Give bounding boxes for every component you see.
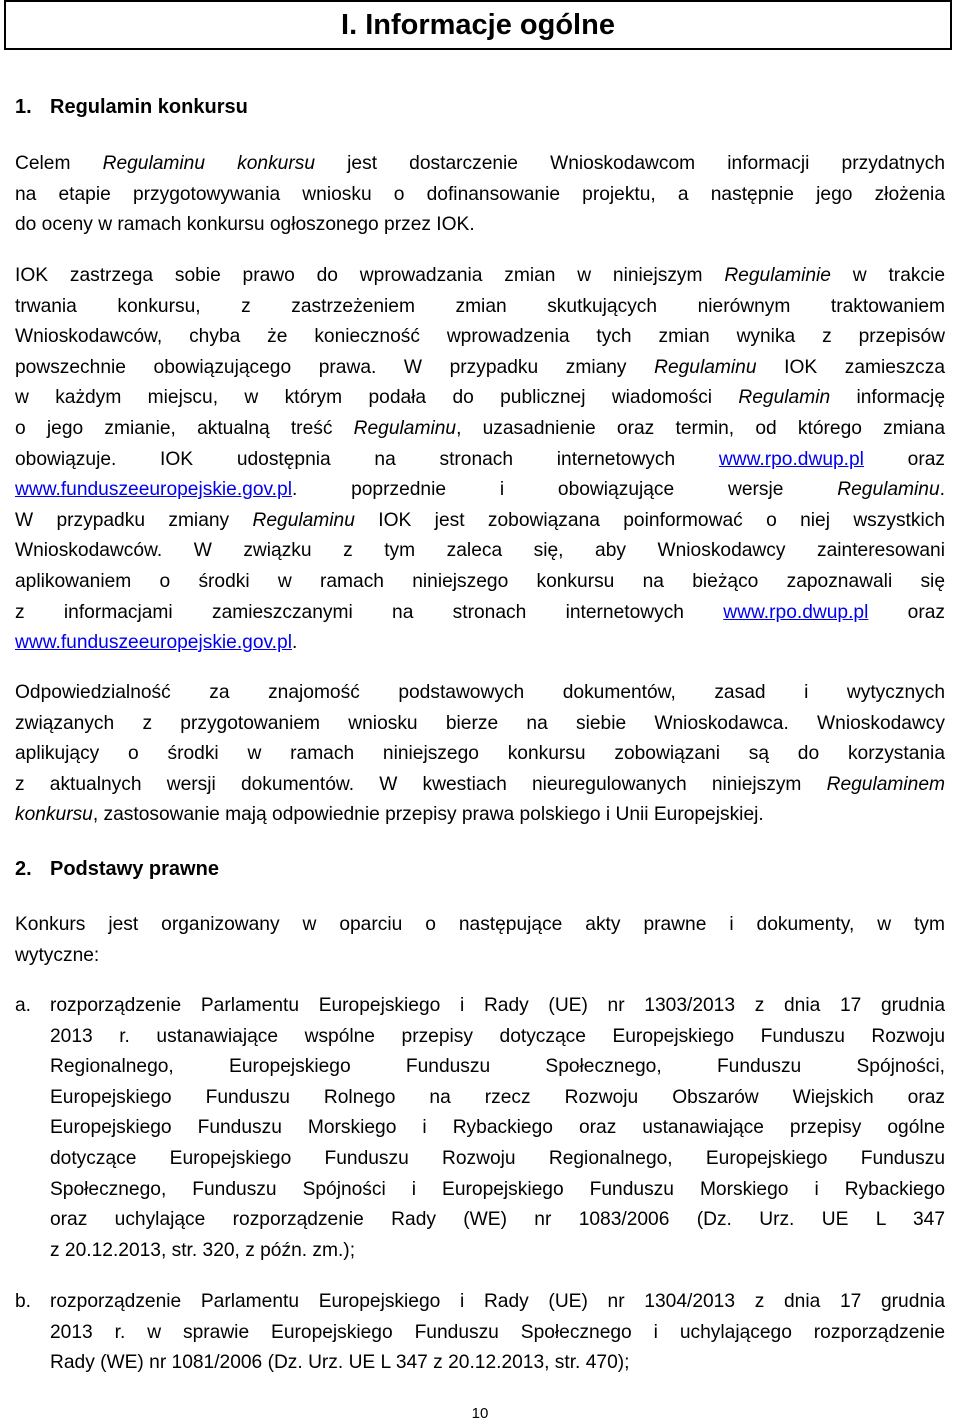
section-heading-2 bbox=[15, 858, 219, 881]
text-line: aplikujący o środki w ramach niniejszego konkursu zobowiązani są do korzystania bbox=[15, 743, 945, 765]
text-line: aplikowaniem o środki w ramach niniejszego konkursu na bieżąco zapoznawali się bbox=[15, 570, 945, 592]
text-line: konkursu, zastosowanie mają odpowiednie przepisy prawa polskiego i Unii Europejskiej. bbox=[15, 804, 764, 826]
link-funduszeeuropejskie[interactable]: www.funduszeeuropejskie.gov.pl bbox=[15, 479, 292, 501]
section-number: 2. bbox=[15, 858, 32, 880]
list-marker: a. bbox=[15, 995, 32, 1016]
text-line: Celem Regulaminu konkursu jest dostarczenie Wnioskodawcom informacji przydatnych bbox=[15, 153, 945, 174]
text-line: Konkurs jest organizowany w oparciu o następujące akty prawne i dokumenty, w tym bbox=[15, 914, 945, 935]
list-item-body bbox=[50, 991, 945, 1266]
text-line: Europejskiego Funduszu Morskiego i Rybackiego oraz ustanawiające przepisy ogólne bbox=[50, 1117, 945, 1139]
text-line: z aktualnych wersji dokumentów. W kwestiach nieuregulowanych niniejszym Regulaminem bbox=[15, 773, 945, 795]
text-line: www.funduszeeuropejskie.gov.pl. poprzednie i obowiązujące wersje Regulaminu. bbox=[15, 479, 945, 501]
text-line: Wnioskodawców, chyba że konieczność wprowadzenia tych zmian wynika z przepisów bbox=[15, 326, 945, 348]
list-marker: b. bbox=[15, 1291, 32, 1312]
link-funduszeeuropejskie[interactable]: www.funduszeeuropejskie.gov.pl bbox=[15, 632, 292, 654]
text-line: z informacjami zamieszczanymi na stronach internetowych www.rpo.dwup.pl oraz bbox=[15, 601, 945, 623]
text-line: powszechnie obowiązującego prawa. W przypadku zmiany Regulaminu IOK zamieszcza bbox=[15, 356, 945, 378]
link-rpo-dwup[interactable]: www.rpo.dwup.pl bbox=[723, 601, 869, 623]
paragraph-legal-intro bbox=[15, 910, 945, 971]
text-line: obowiązuje. IOK udostępnia na stronach internetowych www.rpo.dwup.pl oraz bbox=[15, 448, 945, 470]
text-line: Społecznego, Funduszu Spójności i Europejskiego Funduszu Morskiego i Rybackiego bbox=[50, 1178, 945, 1200]
section-title: Regulamin konkursu bbox=[50, 96, 248, 118]
text-line: w każdym miejscu, w którym podała do publicznej wiadomości Regulamin informację bbox=[15, 387, 945, 409]
text-line: 2013 r. w sprawie Europejskiego Funduszu Społecznego i uchylającego rozporządzenie bbox=[50, 1321, 945, 1343]
text-line: z 20.12.2013, str. 320, z późn. zm.); bbox=[50, 1239, 356, 1261]
chapter-title bbox=[4, 0, 952, 50]
section-heading-1 bbox=[15, 96, 248, 119]
text-line: związanych z przygotowaniem wniosku bierze na siebie Wnioskodawca. Wnioskodawcy bbox=[15, 712, 945, 734]
text-line: Rady (WE) nr 1081/2006 (Dz. Urz. UE L 347 z 20.12.2013, str. 470); bbox=[50, 1352, 630, 1374]
list-item-a bbox=[15, 991, 945, 1271]
text-line: rozporządzenie Parlamentu Europejskiego i Rady (UE) nr 1304/2013 z dnia 17 grudnia bbox=[50, 1291, 945, 1312]
text-line: www.funduszeeuropejskie.gov.pl. bbox=[15, 632, 298, 654]
page-number: 10 bbox=[471, 1405, 489, 1422]
list-item-body bbox=[50, 1287, 945, 1379]
text-line: Regionalnego, Europejskiego Funduszu Społecznego, Funduszu Spójności, bbox=[50, 1056, 945, 1078]
text-line: dotyczące Europejskiego Funduszu Rozwoju Regionalnego, Europejskiego Funduszu bbox=[50, 1147, 945, 1169]
paragraph-purpose bbox=[15, 149, 945, 241]
text-line: trwania konkursu, z zastrzeżeniem zmian skutkujących nierównym traktowaniem bbox=[15, 295, 945, 317]
text-line: na etapie przygotowywania wniosku o dofinansowanie projektu, a następnie jego złożenia bbox=[15, 183, 945, 205]
text-line: do oceny w ramach konkursu ogłoszonego przez IOK. bbox=[15, 214, 475, 236]
text-line: Wnioskodawców. W związku z tym zaleca się, aby Wnioskodawcy zainteresowani bbox=[15, 540, 945, 562]
text-line: o jego zmianie, aktualną treść Regulaminu, uzasadnienie oraz termin, od którego zmiana bbox=[15, 417, 945, 439]
list-item-b bbox=[15, 1287, 945, 1382]
link-rpo-dwup[interactable]: www.rpo.dwup.pl bbox=[718, 448, 864, 470]
paragraph-responsibility bbox=[15, 678, 945, 831]
text-line: W przypadku zmiany Regulaminu IOK jest zobowiązana poinformować o niej wszystkich bbox=[15, 509, 946, 531]
text-line: rozporządzenie Parlamentu Europejskiego i Rady (UE) nr 1303/2013 z dnia 17 grudnia bbox=[50, 995, 945, 1016]
section-number: 1. bbox=[15, 96, 32, 118]
text-line: 2013 r. ustanawiające wspólne przepisy dotyczące Europejskiego Funduszu Rozwoju bbox=[50, 1025, 945, 1047]
paragraph-changes bbox=[15, 261, 945, 659]
chapter-title-text: I. Informacje ogólne bbox=[341, 8, 615, 41]
text-line: Europejskiego Funduszu Rolnego na rzecz Rozwoju Obszarów Wiejskich oraz bbox=[50, 1086, 945, 1108]
text-line: Odpowiedzialność za znajomość podstawowych dokumentów, zasad i wytycznych bbox=[15, 682, 945, 703]
text-line: IOK zastrzega sobie prawo do wprowadzania zmian w niniejszym Regulaminie w trakcie bbox=[15, 265, 945, 286]
section-title: Podstawy prawne bbox=[50, 858, 219, 880]
text-line: oraz uchylające rozporządzenie Rady (WE) nr 1083/2006 (Dz. Urz. UE L 347 bbox=[50, 1209, 945, 1231]
text-line: wytyczne: bbox=[15, 944, 100, 966]
